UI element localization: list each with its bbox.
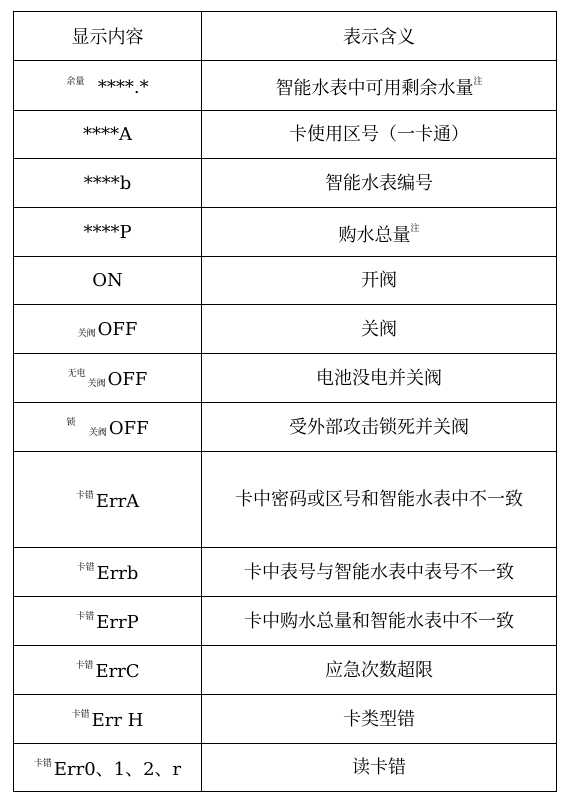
display-code: Err H	[91, 710, 144, 731]
meaning-text: 卡中密码或区号和智能水表中不一致	[235, 489, 523, 510]
meaning-text: 卡中表号与智能水表中表号不一致	[244, 561, 514, 583]
display-code: ON	[92, 270, 123, 291]
table-row	[14, 257, 557, 305]
display-code: ErrP	[96, 612, 139, 633]
prefix-label: 关阀	[77, 328, 96, 339]
display-cell	[14, 354, 202, 403]
table-row	[14, 695, 557, 744]
meaning-text: 应急次数超限	[325, 659, 433, 681]
display-cell	[14, 548, 202, 597]
display-cell	[14, 111, 202, 159]
prefix-label: 无电	[67, 369, 86, 379]
table-row	[14, 744, 557, 792]
prefix-label: 关阀	[87, 379, 106, 389]
display-code: ****A	[83, 124, 132, 145]
meaning-text: 关阀	[361, 318, 397, 340]
meaning-text: 读卡错	[352, 757, 406, 778]
display-code: Err0、1、2、r	[53, 758, 182, 780]
prefix-label: 余量	[66, 76, 85, 87]
meaning-text: 卡中购水总量和智能水表中不一致	[244, 610, 514, 632]
display-cell	[14, 305, 202, 354]
display-cell	[14, 403, 202, 452]
display-code: ****P	[83, 221, 132, 243]
meaning-cell	[202, 208, 557, 257]
meaning-text: 受外部攻击锁死并关阀	[289, 416, 469, 438]
prefix-label: 关阀	[88, 428, 107, 438]
meaning-cell	[202, 354, 557, 403]
prefix-label: 卡错	[71, 710, 90, 720]
meaning-cell	[202, 452, 557, 548]
table-row	[14, 208, 557, 257]
table-row	[14, 305, 557, 354]
display-cell	[14, 257, 202, 305]
meaning-text: 智能水表中可用剩余水量	[275, 78, 474, 99]
display-cell	[14, 208, 202, 257]
display-cell	[14, 159, 202, 208]
meaning-text: 智能水表编号	[325, 172, 433, 194]
meaning-text: 卡使用区号（一卡通）	[289, 124, 469, 145]
prefix-label: 卡错	[75, 661, 94, 671]
meaning-cell	[202, 597, 557, 646]
table-row	[14, 646, 557, 695]
display-code: ErrA	[95, 490, 140, 512]
display-cell	[14, 646, 202, 695]
table-header-row	[14, 12, 557, 61]
meaning-text: 开阀	[361, 270, 397, 291]
note-mark: 注	[473, 77, 483, 87]
header-meaning: 表示含义	[202, 12, 557, 61]
note-mark: 注	[410, 223, 420, 234]
display-cell	[14, 744, 202, 792]
table-row	[14, 597, 557, 646]
meaning-text: 卡类型错	[343, 708, 415, 730]
display-cell	[14, 695, 202, 744]
meaning-cell	[202, 548, 557, 597]
table-row	[14, 452, 557, 548]
table-row	[14, 548, 557, 597]
prefix-label: 卡错	[33, 758, 52, 769]
meaning-cell	[202, 695, 557, 744]
table-row	[14, 159, 557, 208]
table-row	[14, 403, 557, 452]
meaning-cell	[202, 646, 557, 695]
display-code: Errb	[96, 563, 139, 584]
table-row	[14, 111, 557, 159]
prefix-label: 卡错	[76, 563, 95, 573]
meaning-cell	[202, 744, 557, 792]
meaning-text: 电池没电并关阀	[316, 367, 442, 389]
display-code: OFF	[97, 318, 138, 340]
meaning-cell	[202, 257, 557, 305]
display-code: OFF	[107, 369, 148, 390]
display-code: ErrC	[95, 661, 140, 682]
display-cell	[14, 597, 202, 646]
display-code: OFF	[108, 418, 149, 439]
meaning-cell	[202, 111, 557, 159]
meaning-cell	[202, 403, 557, 452]
display-code: ****.*	[97, 76, 149, 98]
prefix-label: 锁	[66, 418, 76, 428]
display-cell	[14, 452, 202, 548]
display-meaning-table	[13, 11, 557, 792]
header-display-content: 显示内容	[14, 12, 202, 61]
prefix-label: 卡错	[76, 612, 95, 622]
meaning-cell	[202, 61, 557, 111]
meaning-cell	[202, 159, 557, 208]
table-row	[14, 354, 557, 403]
display-cell	[14, 61, 202, 111]
meaning-text: 购水总量	[338, 224, 411, 246]
meaning-cell	[202, 305, 557, 354]
prefix-label: 卡错	[75, 490, 94, 501]
table-row	[14, 61, 557, 111]
display-code: ****b	[83, 172, 132, 194]
